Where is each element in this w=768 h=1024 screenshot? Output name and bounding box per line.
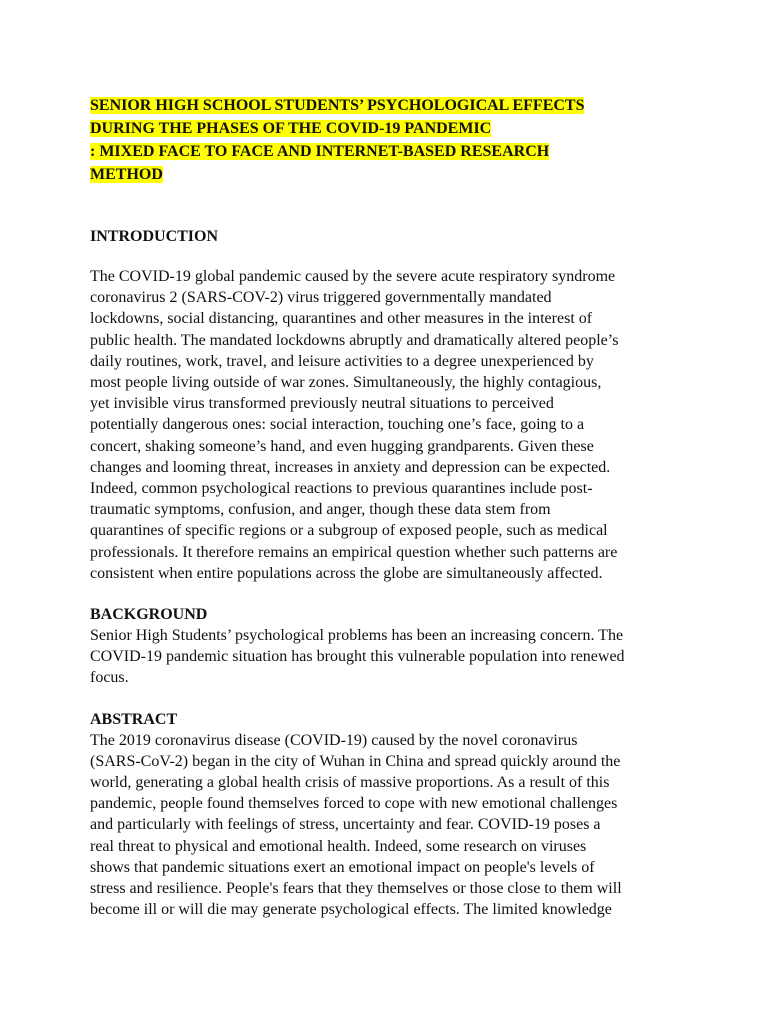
background-body: Senior High Students’ psychological problems has been an increasing concern. The COVID-19 pandemic situation has brought this vulnerable population into renewed focus.	[90, 627, 625, 687]
title-line-3: : MIXED FACE TO FACE AND INTERNET-BASED RESEARCH	[90, 143, 550, 160]
abstract-heading: ABSTRACT	[90, 710, 178, 728]
document-page	[90, 94, 690, 920]
title-line-4: METHOD	[90, 166, 163, 183]
document-title	[90, 94, 690, 186]
introduction-body: The COVID-19 global pandemic caused by the severe acute respiratory syndrome coronavirus 2 (SARS-COV-2) virus triggered governmentally mandated lockdowns, social distancing, quarantines and other measures in the interest of public health. The mandated lockdowns abruptly and dramatically altered people’s daily routines, work, travel, and leisure activities to a degree unexperienced by most people living outside of war zones. Simultaneously, the highly contagious, yet invisible virus transformed previously neutral situations to perceived potentially dangerous ones: social interaction, touching one’s face, going to a concert, shaking someone’s hand, and even hugging grandparents. Given these changes and looming threat, increases in anxiety and depression can be expected. Indeed, common psychological reactions to previous quarantines include post- traumatic symptoms, confusion, and anger, though these data stem from quarantines of specific regions or a subgroup of exposed people, such as medical professionals. It therefore remains an empirical question whether such patterns are consistent when entire populations across the globe are simultaneously affected.	[90, 268, 619, 582]
introduction-heading: INTRODUCTION	[90, 228, 219, 245]
title-line-2: DURING THE PHASES OF THE COVID-19 PANDEMIC	[90, 120, 492, 137]
title-line-1: SENIOR HIGH SCHOOL STUDENTS’ PSYCHOLOGICAL EFFECTS	[90, 97, 585, 114]
abstract-body: The 2019 coronavirus disease (COVID-19) caused by the novel coronavirus (SARS-CoV-2) began in the city of Wuhan in China and spread quickly around the world, generating a global health crisis of massive proportions. As a result of this pandemic, people found themselves forced to cope with new emotional challenges and particularly with feelings of stress, uncertainty and fear. COVID-19 poses a real threat to physical and emotional health. Indeed, some research on viruses shows that pandemic situations exert an emotional impact on people's levels of stress and resilience. People's fears that they themselves or those close to them will become ill or will die may generate psychological effects. The limited knowledge	[90, 731, 622, 919]
background-heading: BACKGROUND	[90, 606, 208, 624]
